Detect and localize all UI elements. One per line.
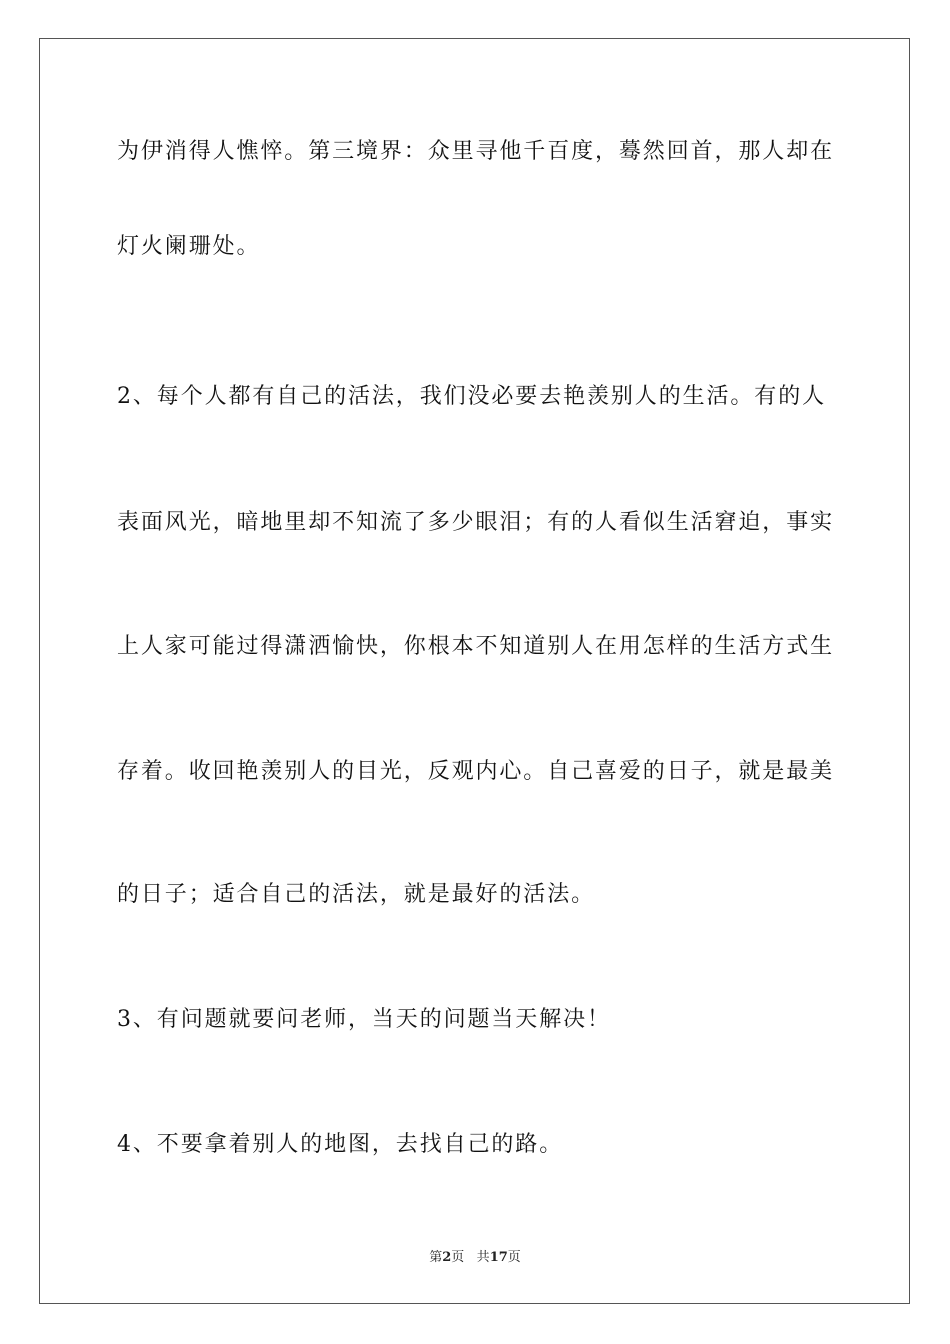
page-footer bbox=[0, 1246, 950, 1265]
text-line-3: 2、每个人都有自己的活法，我们没必要去艳羡别人的生活。有的人 bbox=[117, 384, 826, 409]
text-line-2: 灯火阑珊处。 bbox=[117, 234, 261, 259]
text-line-1: 为伊消得人憔悴。第三境界：众里寻他千百度，蓦然回首，那人却在 bbox=[117, 139, 835, 164]
page-frame bbox=[39, 38, 910, 1304]
text-line-9: 4、不要拿着别人的地图，去找自己的路。 bbox=[117, 1132, 564, 1157]
footer-total-pages: 17 bbox=[489, 1250, 508, 1265]
footer-total-prefix: 共 bbox=[476, 1250, 490, 1265]
text-line-8: 3、有问题就要问老师，当天的问题当天解决！ bbox=[117, 1007, 611, 1032]
footer-total-suffix: 页 bbox=[507, 1250, 521, 1265]
text-line-5: 上人家可能过得潇洒愉快，你根本不知道别人在用怎样的生活方式生 bbox=[117, 634, 835, 659]
text-line-4: 表面风光，暗地里却不知流了多少眼泪；有的人看似生活窘迫，事实 bbox=[117, 510, 835, 535]
footer-page-prefix: 第 bbox=[429, 1250, 443, 1265]
text-line-6: 存着。收回艳羡别人的目光，反观内心。自己喜爱的日子，就是最美 bbox=[117, 759, 835, 784]
footer-page-number: 2 bbox=[442, 1250, 452, 1265]
text-line-7: 的日子；适合自己的活法，就是最好的活法。 bbox=[117, 882, 596, 907]
footer-page-suffix: 页 bbox=[451, 1250, 465, 1265]
